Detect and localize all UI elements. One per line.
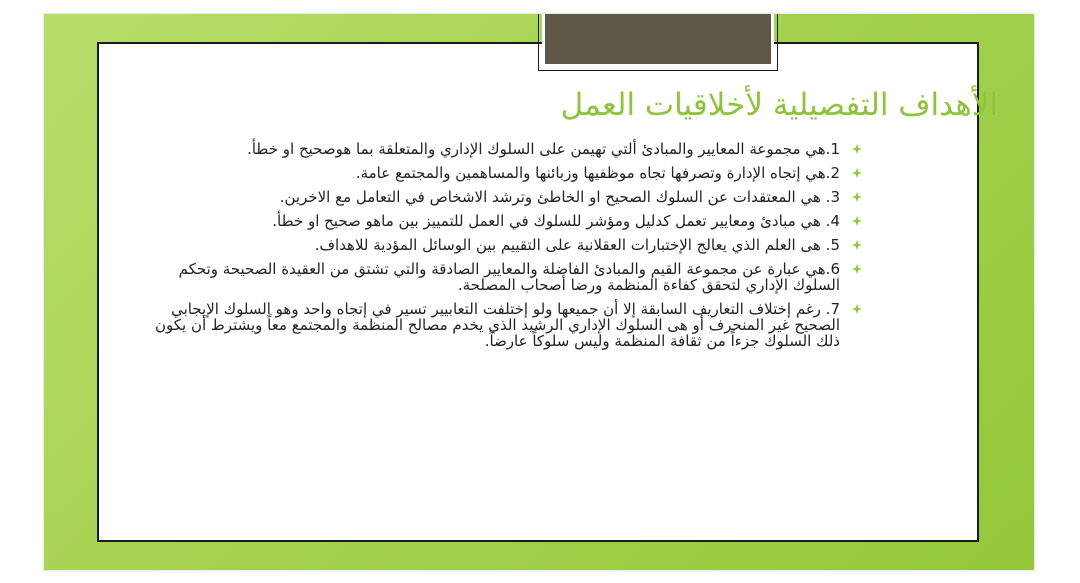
title-bar-decoration — [542, 14, 774, 67]
list-item-text: 5. هى العلم الذي يعالج الإختبارات العقلانية على التقييم بين الوسائل المؤدية للاهداف. — [314, 236, 840, 254]
list-item — [154, 301, 862, 349]
list-item — [154, 189, 862, 205]
list-item — [154, 141, 862, 157]
diamond-bullet-icon — [852, 168, 862, 178]
list-item-text: 2.هي إتجاه الإدارة وتصرفها تجاه موظفيها وزبائنها والمساهمين والمجتمع عامة. — [355, 164, 840, 182]
list-item — [154, 261, 862, 293]
list-item-text: 4. هي مبادئ ومعايير تعمل كدليل ومؤشر للسلوك في العمل للتمييز بين ماهو صحيح او خطأ. — [272, 212, 840, 230]
diamond-bullet-icon — [852, 304, 862, 314]
bullet-list — [154, 141, 862, 357]
list-item-text: 3. هي المعتقدات عن السلوك الصحيح او الخاطئ وترشد الاشخاص في التعامل مع الاخرين. — [279, 188, 840, 206]
list-item — [154, 213, 862, 229]
diamond-bullet-icon — [852, 192, 862, 202]
slide-title: الأهداف التفصيلية لأخلاقيات العمل — [560, 87, 998, 123]
list-item — [154, 165, 862, 181]
list-item-text: 7. رغم إختلاف التعاريف السابقة إلا أن جميعها ولو إختلفت التعابيير تسير في إتجاه واحد وهو السلوك الإيجابي الصحيح غير المنحرف أو هى السلوك الإداري الرشيد الذي يخدم مصالح المنظمة والمجتمع معاً ويشترط أن يكون ذلك السلوك جزءاً من ثقافة المنظمة وليس سلوكاً عارضاً. — [154, 300, 840, 350]
diamond-bullet-icon — [852, 144, 862, 154]
list-item-text: 1.هي مجموعة المعايير والمبادئ ألتي تهيمن على السلوك الإداري والمتعلقة بما هوصحيح او خطأ. — [247, 140, 840, 158]
diamond-bullet-icon — [852, 264, 862, 274]
list-item — [154, 237, 862, 253]
list-item-text: 6.هي عبارة عن مجموعة القيم والمبادئ الفاضلة والمعايير الصادقة والتي تشتق من العقيدة الصحيحة وتحكم السلوك الإداري لتحقق كفاءة المنظمة ورضا أصحاب المصلحة. — [178, 260, 840, 294]
diamond-bullet-icon — [852, 240, 862, 250]
diamond-bullet-icon — [852, 216, 862, 226]
